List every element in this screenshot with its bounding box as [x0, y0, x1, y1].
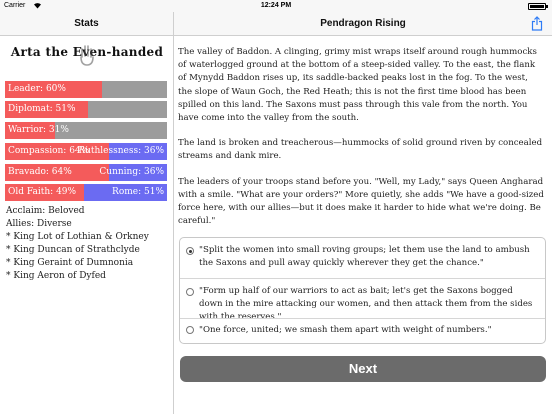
king-lot: * King Lot of Lothian & Orkney [6, 232, 149, 242]
radio-button[interactable] [186, 247, 194, 255]
status-time: 12:24 PM [260, 2, 292, 9]
story-nav-bar [174, 12, 552, 36]
stat-label: Diplomat: 51% [8, 104, 76, 114]
stat-label: Compassion: 64% [8, 146, 90, 156]
stat-bar [5, 81, 167, 98]
stat-bar [5, 143, 167, 160]
battery-icon [528, 3, 546, 10]
stat-bar [5, 101, 167, 118]
story-paragraph: The leaders of your troops stand before you. "Well, my Lady," says Queen Angharad with a smile. "What are your orders?" More quietly, she adds "We have a good-sized force here, with our allies—but it does make it harder to hide what we're doing. Be careful." [178, 176, 544, 227]
next-button[interactable]: Next [180, 356, 546, 382]
stat-label: Bravado: 64% [8, 167, 72, 177]
choice-option-1[interactable] [180, 238, 545, 278]
status-bar [0, 0, 552, 12]
stats-nav-bar [0, 12, 173, 36]
stat-bar [5, 184, 167, 201]
stat-label: Old Faith: 49% [8, 187, 77, 197]
hand-emblem-icon [79, 43, 95, 67]
share-icon[interactable] [531, 16, 543, 31]
stat-label: Leader: 60% [8, 84, 66, 94]
choice-option-2[interactable] [180, 278, 545, 322]
choice-option-3[interactable] [180, 318, 545, 343]
stat-label-right: Rome: 51% [112, 187, 164, 197]
split-divider [173, 12, 174, 414]
character-name: Arta the Even-handed [10, 45, 164, 59]
stat-label-right: Ruthlessness: 36% [78, 146, 164, 156]
stats-panel [0, 37, 173, 414]
choice-text: "One force, united; we smash them apart with weight of numbers." [199, 325, 492, 335]
carrier-label: Carrier [4, 2, 26, 9]
stats-title: Stats [74, 18, 99, 29]
choice-list [179, 237, 546, 344]
king-aeron: * King Aeron of Dyfed [6, 271, 106, 281]
stat-bar [5, 122, 167, 139]
radio-button[interactable] [186, 288, 194, 296]
stat-label: Warrior: 31% [8, 125, 69, 135]
radio-button[interactable] [186, 326, 194, 334]
choice-text: "Split the women into small roving groups; let them use the land to ambush the Saxons and pull away quickly wherever they get the chance." [199, 245, 530, 268]
story-text [178, 46, 544, 240]
story-title: Pendragon Rising [320, 18, 406, 29]
allies-text: Allies: Diverse [6, 219, 72, 229]
story-paragraph: The land is broken and treacherous—hummocks of solid ground riven by concealed streams and dank mire. [178, 138, 543, 162]
stat-bar [5, 164, 167, 181]
story-paragraph: The valley of Baddon. A clinging, grimy mist wraps itself around rough hummocks of waterlogged ground at the bottom of a steep-sided valley. To the east, the flank of Mynydd Baddon rises up, its saddle-backed peaks lost in the fog. To the west, the slope of Waun Goch, the Red Heath; this is not the first time blood has been spilled on this land. The Saxons must pass through this vale from the north. You have come into the valley from the south. [178, 47, 537, 124]
king-geraint: * King Geraint of Dumnonia [6, 258, 134, 268]
choice-text: "Form up half of our warriors to act as bait; let's get the Saxons bogged down in the mire attacking our women, and then attack them from the sides with the reserves." [199, 286, 533, 322]
stat-label-right: Cunning: 36% [99, 167, 164, 177]
acclaim-text: Acclaim: Beloved [6, 206, 85, 216]
king-duncan: * King Duncan of Strathclyde [6, 245, 140, 255]
